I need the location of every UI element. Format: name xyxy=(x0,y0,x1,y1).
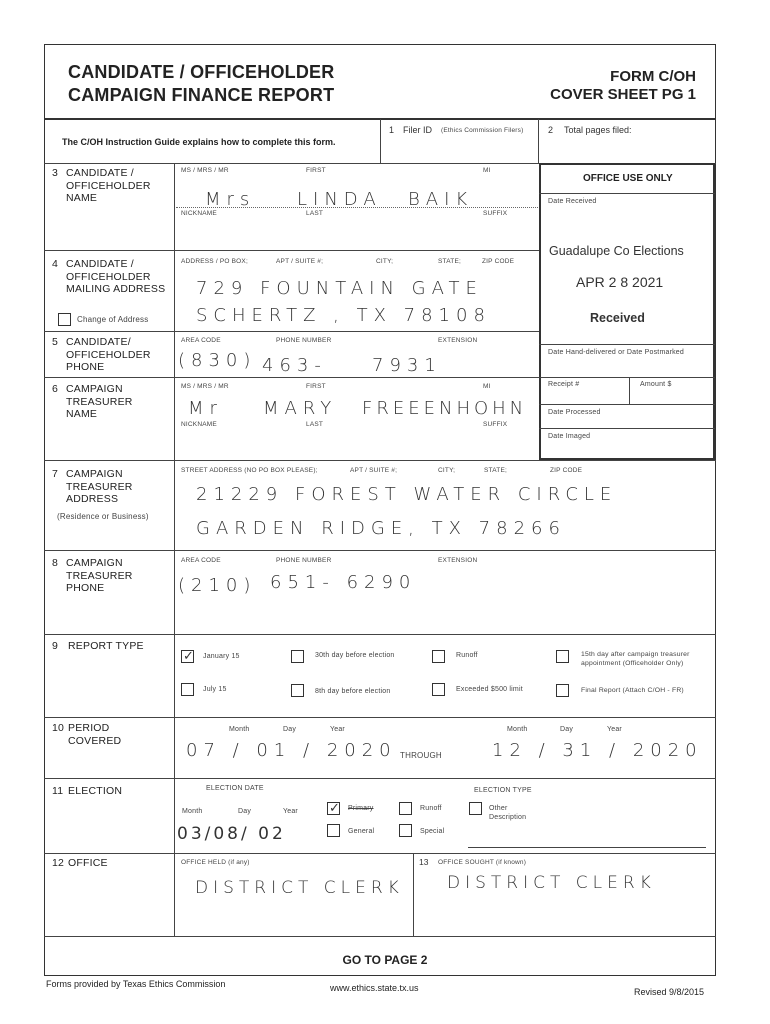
sec4-apt-label: APT / SUITE #; xyxy=(276,258,324,265)
sec9-num: 9 xyxy=(52,640,59,652)
treasurer-address-line1[interactable]: 21229 FOREST WATER CIRCLE xyxy=(196,484,618,505)
through-label: THROUGH xyxy=(400,751,442,760)
processed-label: Date Processed xyxy=(548,409,601,416)
imaged-label: Date Imaged xyxy=(548,433,591,440)
treasurer-phone-area[interactable]: (210) xyxy=(178,575,257,596)
filer-id-note: (Ethics Commission Filers) xyxy=(441,127,524,134)
jan15-checkbox[interactable] xyxy=(181,650,194,663)
sec5-num: 5 xyxy=(52,336,59,348)
period-to-year-label: Year xyxy=(607,726,622,733)
election-day-label: Day xyxy=(238,808,252,815)
sec6-suffix-label: SUFFIX xyxy=(483,421,508,428)
treasurer-title-value[interactable]: Mr xyxy=(188,398,223,419)
sec7-street-label: STREET ADDRESS (NO PO BOX PLEASE); xyxy=(181,467,318,474)
special-label: Special xyxy=(420,828,445,835)
sec6-first-label: FIRST xyxy=(306,383,326,390)
election-month-label: Month xyxy=(182,808,203,815)
filer-id-num: 1 xyxy=(389,125,395,135)
sec9-label: REPORT TYPE xyxy=(68,640,144,652)
sec6-nick-label: NICKNAME xyxy=(181,421,217,428)
final-report-label: Final Report (Attach C/OH - FR) xyxy=(581,687,684,694)
amount-label: Amount $ xyxy=(640,381,672,388)
sec5-area-label: AREA CODE xyxy=(181,337,221,344)
footer-url[interactable]: www.ethics.state.tx.us xyxy=(330,983,419,993)
footer-revised: Revised 9/8/2015 xyxy=(634,987,705,997)
final-report-checkbox[interactable] xyxy=(556,684,569,697)
treasurer-address-line2[interactable]: GARDEN RIDGE, TX 78266 xyxy=(196,518,566,539)
sec7-sub: (Residence or Business) xyxy=(57,512,149,521)
stamp-line1: Guadalupe Co Elections xyxy=(549,244,684,258)
sec3-last-label: LAST xyxy=(306,210,324,217)
sec8-area-label: AREA CODE xyxy=(181,557,221,564)
exceeded-label: Exceeded $500 limit xyxy=(456,686,523,693)
stamp-date: APR 2 8 2021 xyxy=(576,274,664,290)
candidate-first-value[interactable]: LINDA xyxy=(297,189,382,210)
general-label: General xyxy=(348,828,375,835)
8th-day-label: 8th day before election xyxy=(315,688,391,695)
sec5-ext-label: EXTENSION xyxy=(438,337,478,344)
30th-day-label: 30th day before election xyxy=(315,652,395,659)
change-address-checkbox[interactable] xyxy=(58,313,71,326)
sec6-mi-label: MI xyxy=(483,383,491,390)
period-to-month-label: Month xyxy=(507,726,528,733)
runoff-report-checkbox[interactable] xyxy=(432,650,445,663)
election-runoff-checkbox[interactable] xyxy=(399,802,412,815)
form-title-line1: CANDIDATE / OFFICEHOLDER xyxy=(68,62,335,82)
sec4-label: CANDIDATE / OFFICEHOLDER MAILING ADDRESS xyxy=(66,258,166,295)
form-title-line2: CAMPAIGN FINANCE REPORT xyxy=(68,85,335,105)
sec7-label: CAMPAIGN TREASURER ADDRESS xyxy=(66,468,133,505)
sec11-num: 11 xyxy=(52,785,64,797)
candidate-last-value[interactable]: BAIK xyxy=(408,189,474,210)
form-id-line1: FORM C/OH xyxy=(610,68,696,85)
sec11-label: ELECTION xyxy=(68,785,123,797)
go-to-page-2: GO TO PAGE 2 xyxy=(342,953,428,967)
sec3-mi-label: MI xyxy=(483,167,491,174)
period-from[interactable]: 07 / 01 / 2020 xyxy=(186,740,397,761)
check-mark-icon: ✓ xyxy=(329,800,340,815)
change-address-label: Change of Address xyxy=(77,315,149,324)
sec13-num: 13 xyxy=(419,857,429,867)
footer-provided: Forms provided by Texas Ethics Commission xyxy=(46,979,226,989)
phone-number-part1[interactable]: 463- xyxy=(262,355,327,376)
sec3-suffix-label: SUFFIX xyxy=(483,210,508,217)
sec6-last-label: LAST xyxy=(306,421,324,428)
office-sought-label: OFFICE SOUGHT (if known) xyxy=(438,859,527,866)
mailing-line1[interactable]: 729 FOUNTAIN GATE xyxy=(196,278,483,299)
form-id-line2: COVER SHEET PG 1 xyxy=(550,86,696,103)
jan15-label: January 15 xyxy=(203,653,240,660)
sec4-num: 4 xyxy=(52,258,59,270)
15th-day-label: 15th day after campaign treasurer appointment (Officeholder Only) xyxy=(581,651,690,667)
sec10-label: PERIOD COVERED xyxy=(68,722,122,747)
sec5-phone-label: PHONE NUMBER xyxy=(276,337,332,344)
primary-label: Primary xyxy=(348,805,374,812)
treasurer-last-value[interactable]: FREEENHOHN xyxy=(362,398,528,419)
treasurer-phone-number[interactable]: 651- 6290 xyxy=(270,572,417,593)
stamp-received: Received xyxy=(590,311,645,325)
jul15-label: July 15 xyxy=(203,686,227,693)
period-to[interactable]: 12 / 31 / 2020 xyxy=(492,740,703,761)
mailing-line2[interactable]: SCHERTZ , TX 78108 xyxy=(196,305,491,326)
other-checkbox[interactable] xyxy=(469,802,482,815)
sec5-label: CANDIDATE/ OFFICEHOLDER PHONE xyxy=(66,336,151,373)
sec12-label: OFFICE xyxy=(68,857,108,869)
period-from-month-label: Month xyxy=(229,726,250,733)
sec7-city-label: CITY; xyxy=(438,467,456,474)
pages-num: 2 xyxy=(548,125,554,135)
hand-delivered-label: Date Hand-delivered or Date Postmarked xyxy=(548,349,684,356)
sec3-num: 3 xyxy=(52,167,59,179)
jul15-checkbox[interactable] xyxy=(181,683,194,696)
election-year-label: Year xyxy=(283,808,298,815)
other-label: Other xyxy=(489,805,508,812)
phone-number-part2[interactable]: 7931 xyxy=(372,355,442,376)
sec3-nick-label: NICKNAME xyxy=(181,210,217,217)
check-mark-icon: ✓ xyxy=(183,648,194,663)
filer-id-label: Filer ID xyxy=(403,125,432,135)
sec7-state-label: STATE; xyxy=(484,467,507,474)
instruction-text: The C/OH Instruction Guide explains how to complete this form. xyxy=(62,137,336,147)
sec6-label: CAMPAIGN TREASURER NAME xyxy=(66,383,133,420)
runoff-report-label: Runoff xyxy=(456,652,478,659)
sec3-first-label: FIRST xyxy=(306,167,326,174)
office-sought-value[interactable]: DISTRICT CLERK xyxy=(447,873,656,893)
pages-label: Total pages filed: xyxy=(564,125,632,135)
8th-day-checkbox[interactable] xyxy=(291,684,304,697)
treasurer-first-value[interactable]: MARY xyxy=(263,398,338,419)
period-from-day-label: Day xyxy=(283,726,297,733)
office-use-title: OFFICE USE ONLY xyxy=(583,173,673,184)
sec4-addr-label: ADDRESS / PO BOX; xyxy=(181,258,248,265)
sec8-ext-label: EXTENSION xyxy=(438,557,478,564)
sec4-city-label: CITY; xyxy=(376,258,394,265)
15th-day-checkbox[interactable] xyxy=(556,650,569,663)
sec3-title-label: MS / MRS / MR xyxy=(181,167,229,174)
exceeded-checkbox[interactable] xyxy=(432,683,445,696)
30th-day-checkbox[interactable] xyxy=(291,650,304,663)
special-checkbox[interactable] xyxy=(399,824,412,837)
sec4-zip-label: ZIP CODE xyxy=(482,258,515,265)
sec6-title-label: MS / MRS / MR xyxy=(181,383,229,390)
receipt-label: Receipt # xyxy=(548,381,580,388)
sec7-num: 7 xyxy=(52,468,59,480)
office-held-label: OFFICE HELD (if any) xyxy=(181,859,250,866)
description-label: Description xyxy=(489,814,527,821)
period-to-day-label: Day xyxy=(560,726,574,733)
sec10-num: 10 xyxy=(52,722,65,734)
sec8-num: 8 xyxy=(52,557,59,569)
sec8-phone-label: PHONE NUMBER xyxy=(276,557,332,564)
candidate-title-value[interactable]: Mrs xyxy=(205,189,256,210)
election-date-value[interactable]: 03/08/ 02 xyxy=(177,824,286,844)
sec3-label: CANDIDATE / OFFICEHOLDER NAME xyxy=(66,167,151,204)
sec6-num: 6 xyxy=(52,383,59,395)
date-received-label: Date Received xyxy=(548,198,597,205)
general-checkbox[interactable] xyxy=(327,824,340,837)
sec12-num: 12 xyxy=(52,857,65,869)
sec8-label: CAMPAIGN TREASURER PHONE xyxy=(66,557,133,594)
election-runoff-label: Runoff xyxy=(420,805,442,812)
period-from-year-label: Year xyxy=(330,726,345,733)
sec7-zip-label: ZIP CODE xyxy=(550,467,583,474)
office-held-value[interactable]: DISTRICT CLERK xyxy=(195,878,404,898)
primary-checkbox[interactable] xyxy=(327,802,340,815)
sec4-state-label: STATE; xyxy=(438,258,461,265)
election-date-label: ELECTION DATE xyxy=(206,785,264,792)
phone-area[interactable]: (830) xyxy=(178,350,257,371)
election-type-label: ELECTION TYPE xyxy=(474,787,532,794)
sec7-apt-label: APT / SUITE #; xyxy=(350,467,398,474)
